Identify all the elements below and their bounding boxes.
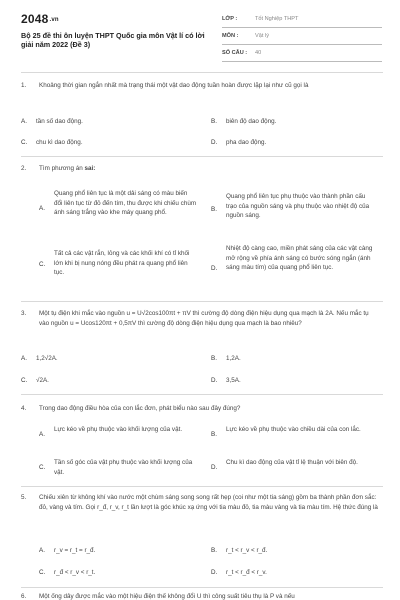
question-stem: Trong dao động điều hòa của con lắc đơn, phát biểu nào sau đây đúng? [39,405,241,412]
option-letter: A. [21,118,27,125]
question-divider [21,156,383,157]
option-text: Quang phổ liên tục là một dải sáng có màu biến đổi liên tục từ đỏ đến tím, thu được khi chiếu chùm ánh sáng trắng vào khe máy quang phổ. [54,190,197,217]
question-number: 4. [21,405,27,412]
logo-text: 2048 [21,12,49,26]
meta-value: Tốt Nghiệp THPT [255,16,299,22]
option-letter: D. [211,569,218,576]
option-letter: A. [39,205,45,212]
option-text: Quang phổ liên tục phụ thuộc vào thành phần cấu trạo của nguồn sáng và phụ thuộc vào nhiệt độ của nguồn sáng. [226,193,370,220]
question-number: 1. [21,82,27,89]
stem-emphasis: sai: [84,165,96,172]
option-text: r_t < r_đ < r_v. [226,569,267,576]
question-divider [21,394,383,395]
question-divider [21,486,383,487]
meta-row-count [222,45,382,62]
option-text: chu kì dao động. [36,139,83,146]
meta-row-class [222,11,382,28]
option-letter: A. [39,547,45,554]
option-b[interactable] [211,192,381,228]
question-stem: Chiếu xiên từ không khí vào nước một chùm sáng song song rất hẹp (coi như một tia sáng) gồm ba thành phần đơn sắc: đỏ, vàng và tím. Gọi r_đ, r_v, r_t lần lượt là góc khúc xạ ứng với tia màu đỏ, tia màu vàng và tia màu tím. Hệ thức đúng là [39,494,378,511]
option-text: Tần số góc của vật phụ thuộc vào khối lượng của vật. [54,459,193,476]
option-text: r_v = r_t = r_đ. [54,547,96,554]
option-letter: C. [39,261,46,268]
header-divider [21,72,383,73]
option-text: √2A. [36,377,49,384]
option-c[interactable] [39,458,199,478]
logo-suffix: .vn [49,16,59,23]
option-d[interactable] [211,244,381,288]
option-letter: C. [21,377,28,384]
question-stem: Một tụ điện khi mắc vào nguồn u = U√2cos100πt + πV thì cường độ dòng điện hiệu dụng qua mạch là 2A. Nếu mắc tụ vào nguồn u = Ucos120πt + 0,5πV thì cường độ dòng điện hiệu dụng qua mạch là bao nhiêu? [39,310,369,327]
option-text: 3,5A. [226,377,241,384]
meta-row-subject [222,28,382,45]
option-text: r_đ < r_v < r_t. [54,569,96,576]
question-number: 3. [21,310,27,317]
option-text: Tất cả các vật rắn, lỏng và các khối khí có tỉ khối lớn khi bị nung nóng đều phát ra quang phổ liên tục. [54,250,190,277]
option-letter: B. [211,547,217,554]
option-text: Chu kì dao động của vật tỉ lệ thuận với biên độ. [226,459,358,466]
question-number: 6. [21,593,27,600]
option-b[interactable] [211,425,381,445]
option-letter: A. [21,355,27,362]
document-title: Bộ 25 đề thi ôn luyện THPT Quốc gia môn Vật lí có lời giải năm 2022 (Đề 3) [21,31,205,50]
question-stem: Một ống dây được mắc vào một hiệu điện thế không đổi U thì công suất tiêu thụ là P và nếu [39,593,295,600]
option-text: 1,2A. [226,355,241,362]
stem-prefix: Tìm phương án [39,165,85,172]
site-logo[interactable] [21,12,59,26]
option-letter: C. [39,569,46,576]
option-letter: D. [211,265,218,272]
question-stem: Khoảng thời gian ngắn nhất mà trạng thái một vật dao động tuần hoàn được lặp lại như cũ gọi là [39,82,309,89]
option-text: Lực kéo về phụ thuộc vào chiều dài của con lắc. [226,426,361,433]
option-text: Nhiệt độ càng cao, miền phát sáng của các vật càng mở rộng về phía ánh sáng có bước sóng ngắn (ánh sáng màu tím) của quang phổ liên tục. [226,245,373,272]
option-letter: D. [211,139,218,146]
question-stem [39,164,379,174]
option-letter: D. [211,464,218,471]
meta-value: 40 [255,50,262,56]
option-letter: C. [39,464,46,471]
option-letter: B. [211,118,217,125]
option-letter: B. [211,431,217,438]
option-letter: B. [211,355,217,362]
question-divider [21,301,383,302]
meta-key: SỐ CÂU : [222,50,248,56]
meta-key: MÔN : [222,33,239,39]
option-letter: B. [211,206,217,213]
document-meta [222,11,382,62]
option-text: pha dao động. [226,139,267,146]
option-a[interactable] [39,425,199,445]
option-text: 1,2√2A. [36,355,58,362]
option-letter: C. [21,139,28,146]
question-number: 2. [21,165,27,172]
meta-key: LỚP : [222,16,238,22]
meta-value: Vật lý [255,33,269,39]
option-text: Lực kéo về phụ thuộc vào khối lượng của vật. [54,426,183,433]
option-text: biên độ dao động. [226,118,277,125]
option-text: r_t < r_v < r_đ. [226,547,268,554]
question-6 [21,592,379,600]
option-d[interactable] [211,458,381,478]
option-letter: D. [211,377,218,384]
option-text: tần số dao động. [36,118,83,125]
question-number: 5. [21,494,27,501]
question-divider [21,587,383,588]
option-letter: A. [39,431,45,438]
option-a[interactable] [39,189,199,231]
option-c[interactable] [39,249,199,281]
